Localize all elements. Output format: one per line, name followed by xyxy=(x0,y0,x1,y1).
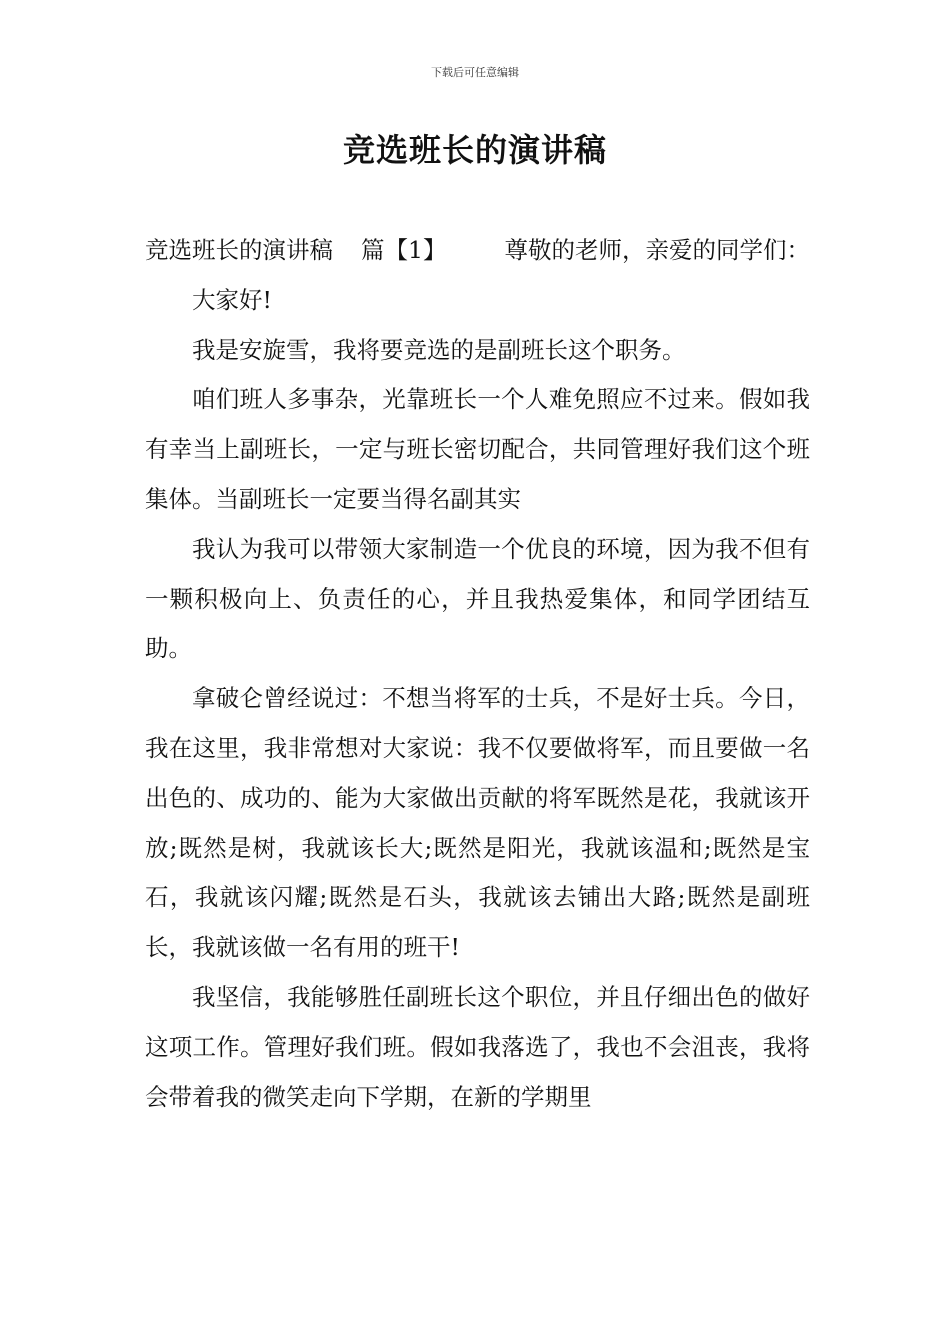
intro-paragraph xyxy=(145,226,810,276)
document-body xyxy=(145,226,810,1122)
body-paragraph-3: 咱们班人多事杂，光靠班长一个人难免照应不过来。假如我有幸当上副班长，一定与班长密切配合，共同管理好我们这个班集体。当副班长一定要当得名副其实 xyxy=(145,385,810,513)
body-paragraph-5: 拿破仑曾经说过：不想当将军的士兵，不是好士兵。今日，我在这里，我非常想对大家说：我不仅要做将军，而且要做一名出色的、成功的、能为大家做出贡献的将军既然是花，我就该开放;既然是树，我就该长大;既然是阳光，我就该温和;既然是宝石，我就该闪耀;既然是石头，我就该去铺出大路;既然是副班长，我就该做一名有用的班干! xyxy=(145,684,810,962)
body-paragraph-2: 我是安旋雪，我将要竞选的是副班长这个职务。 xyxy=(192,335,686,364)
body-paragraph-6: 我坚信，我能够胜任副班长这个职位，并且仔细出色的做好这项工作。管理好我们班。假如我落选了，我也不会沮丧，我将会带着我的微笑走向下学期，在新的学期里 xyxy=(145,982,810,1111)
page-header-note: 下载后可任意编辑 xyxy=(431,66,519,79)
intro-greeting: 尊敬的老师，亲爱的同学们： xyxy=(504,236,810,264)
intro-doc-name: 竞选班长的演讲稿 xyxy=(145,236,333,264)
body-paragraph-4: 我认为我可以带领大家制造一个优良的环境，因为我不但有一颗积极向上、负责任的心，并且我热爱集体，和同学团结互助。 xyxy=(145,534,810,663)
intro-part-label: 篇【1】 xyxy=(361,236,447,264)
document-title: 竞选班长的演讲稿 xyxy=(342,131,607,169)
body-paragraph-1: 大家好! xyxy=(192,285,272,314)
